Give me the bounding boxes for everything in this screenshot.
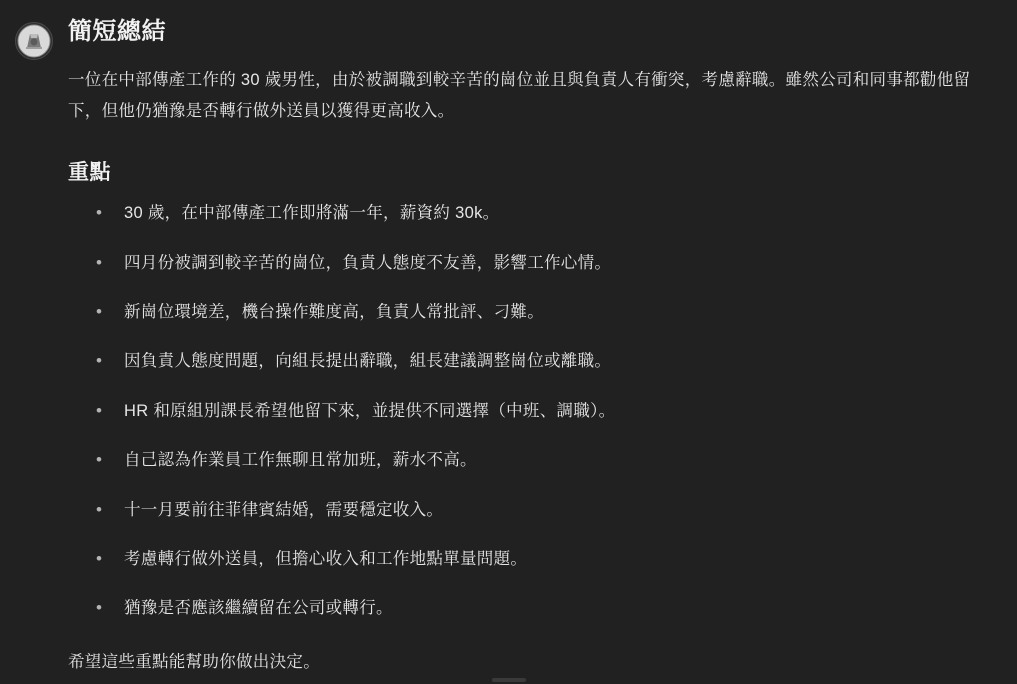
message-content (68, 16, 1017, 676)
list-item: • HR 和原組別課長希望他留下來，並提供不同選擇（中班、調職）。 (96, 398, 977, 424)
section-heading-keypoints: 重點 (68, 161, 111, 185)
closing-paragraph: 希望這些重點能幫助你做出決定。 (68, 652, 320, 671)
list-item: • 自己認為作業員工作無聊且常加班，薪水不高。 (96, 447, 977, 473)
summary-paragraph: 一位在中部傳產工作的 30 歲男性，由於被調職到較辛苦的崗位並且與負責人有衝突，考慮辭職。雖然公司和同事都勸他留下，但他仍猶豫是否轉行做外送員以獲得更高收入。 (68, 71, 971, 120)
list-item: • 30 歲，在中部傳產工作即將滿一年，薪資約 30k。 (96, 200, 977, 226)
list-item: • 四月份被調到較辛苦的崗位，負責人態度不友善，影響工作心情。 (96, 250, 977, 276)
keypoints-list (68, 200, 977, 622)
list-item: • 猶豫是否應該繼續留在公司或轉行。 (96, 595, 977, 621)
list-item: • 新崗位環境差，機台操作難度高，負責人常批評、刁難。 (96, 299, 977, 325)
assistant-avatar-icon (15, 22, 53, 60)
list-item: • 十一月要前往菲律賓結婚，需要穩定收入。 (96, 497, 977, 523)
scroll-handle[interactable] (492, 678, 526, 682)
list-item: • 因負責人態度問題，向組長提出辭職，組長建議調整崗位或離職。 (96, 348, 977, 374)
page-title: 簡短總結 (68, 18, 166, 45)
avatar-column (0, 16, 68, 676)
list-item: • 考慮轉行做外送員，但擔心收入和工作地點單量問題。 (96, 546, 977, 572)
